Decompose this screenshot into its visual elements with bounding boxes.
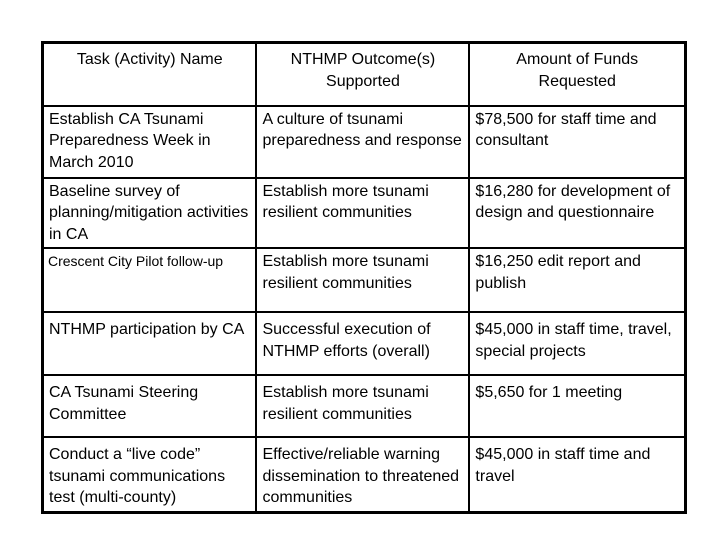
header-task: Task (Activity) Name [43,43,257,106]
table-row [43,312,686,375]
task-cell: Baseline survey of planning/mitigation activities in CA [43,178,257,249]
task-cell: Conduct a “live code” tsunami communications test (multi-county) [43,437,257,512]
table-row [43,437,686,512]
funds-cell: $16,280 for development of design and questionnaire [469,178,685,249]
funds-table [41,41,687,514]
table-row [43,375,686,437]
header-funds: Amount of Funds Requested [469,43,685,106]
outcome-cell: A culture of tsunami preparedness and response [256,106,469,178]
funds-cell: $16,250 edit report and publish [469,248,685,312]
funds-cell: $5,650 for 1 meeting [469,375,685,437]
task-cell: NTHMP participation by CA [43,312,257,375]
task-cell: Crescent City Pilot follow-up [43,248,257,312]
outcome-cell: Establish more tsunami resilient communities [256,248,469,312]
funds-cell: $45,000 in staff time, travel, special projects [469,312,685,375]
task-cell: Establish CA Tsunami Preparedness Week in March 2010 [43,106,257,178]
task-cell: CA Tsunami Steering Committee [43,375,257,437]
outcome-cell: Establish more tsunami resilient communities [256,178,469,249]
table-row [43,178,686,249]
header-row [43,43,686,106]
outcome-cell: Establish more tsunami resilient communities [256,375,469,437]
funds-cell: $78,500 for staff time and consultant [469,106,685,178]
table-row [43,106,686,178]
header-outcome: NTHMP Outcome(s) Supported [256,43,469,106]
outcome-cell: Successful execution of NTHMP efforts (overall) [256,312,469,375]
outcome-cell: Effective/reliable warning dissemination to threatened communities [256,437,469,512]
funds-cell: $45,000 in staff time and travel [469,437,685,512]
table-row [43,248,686,312]
